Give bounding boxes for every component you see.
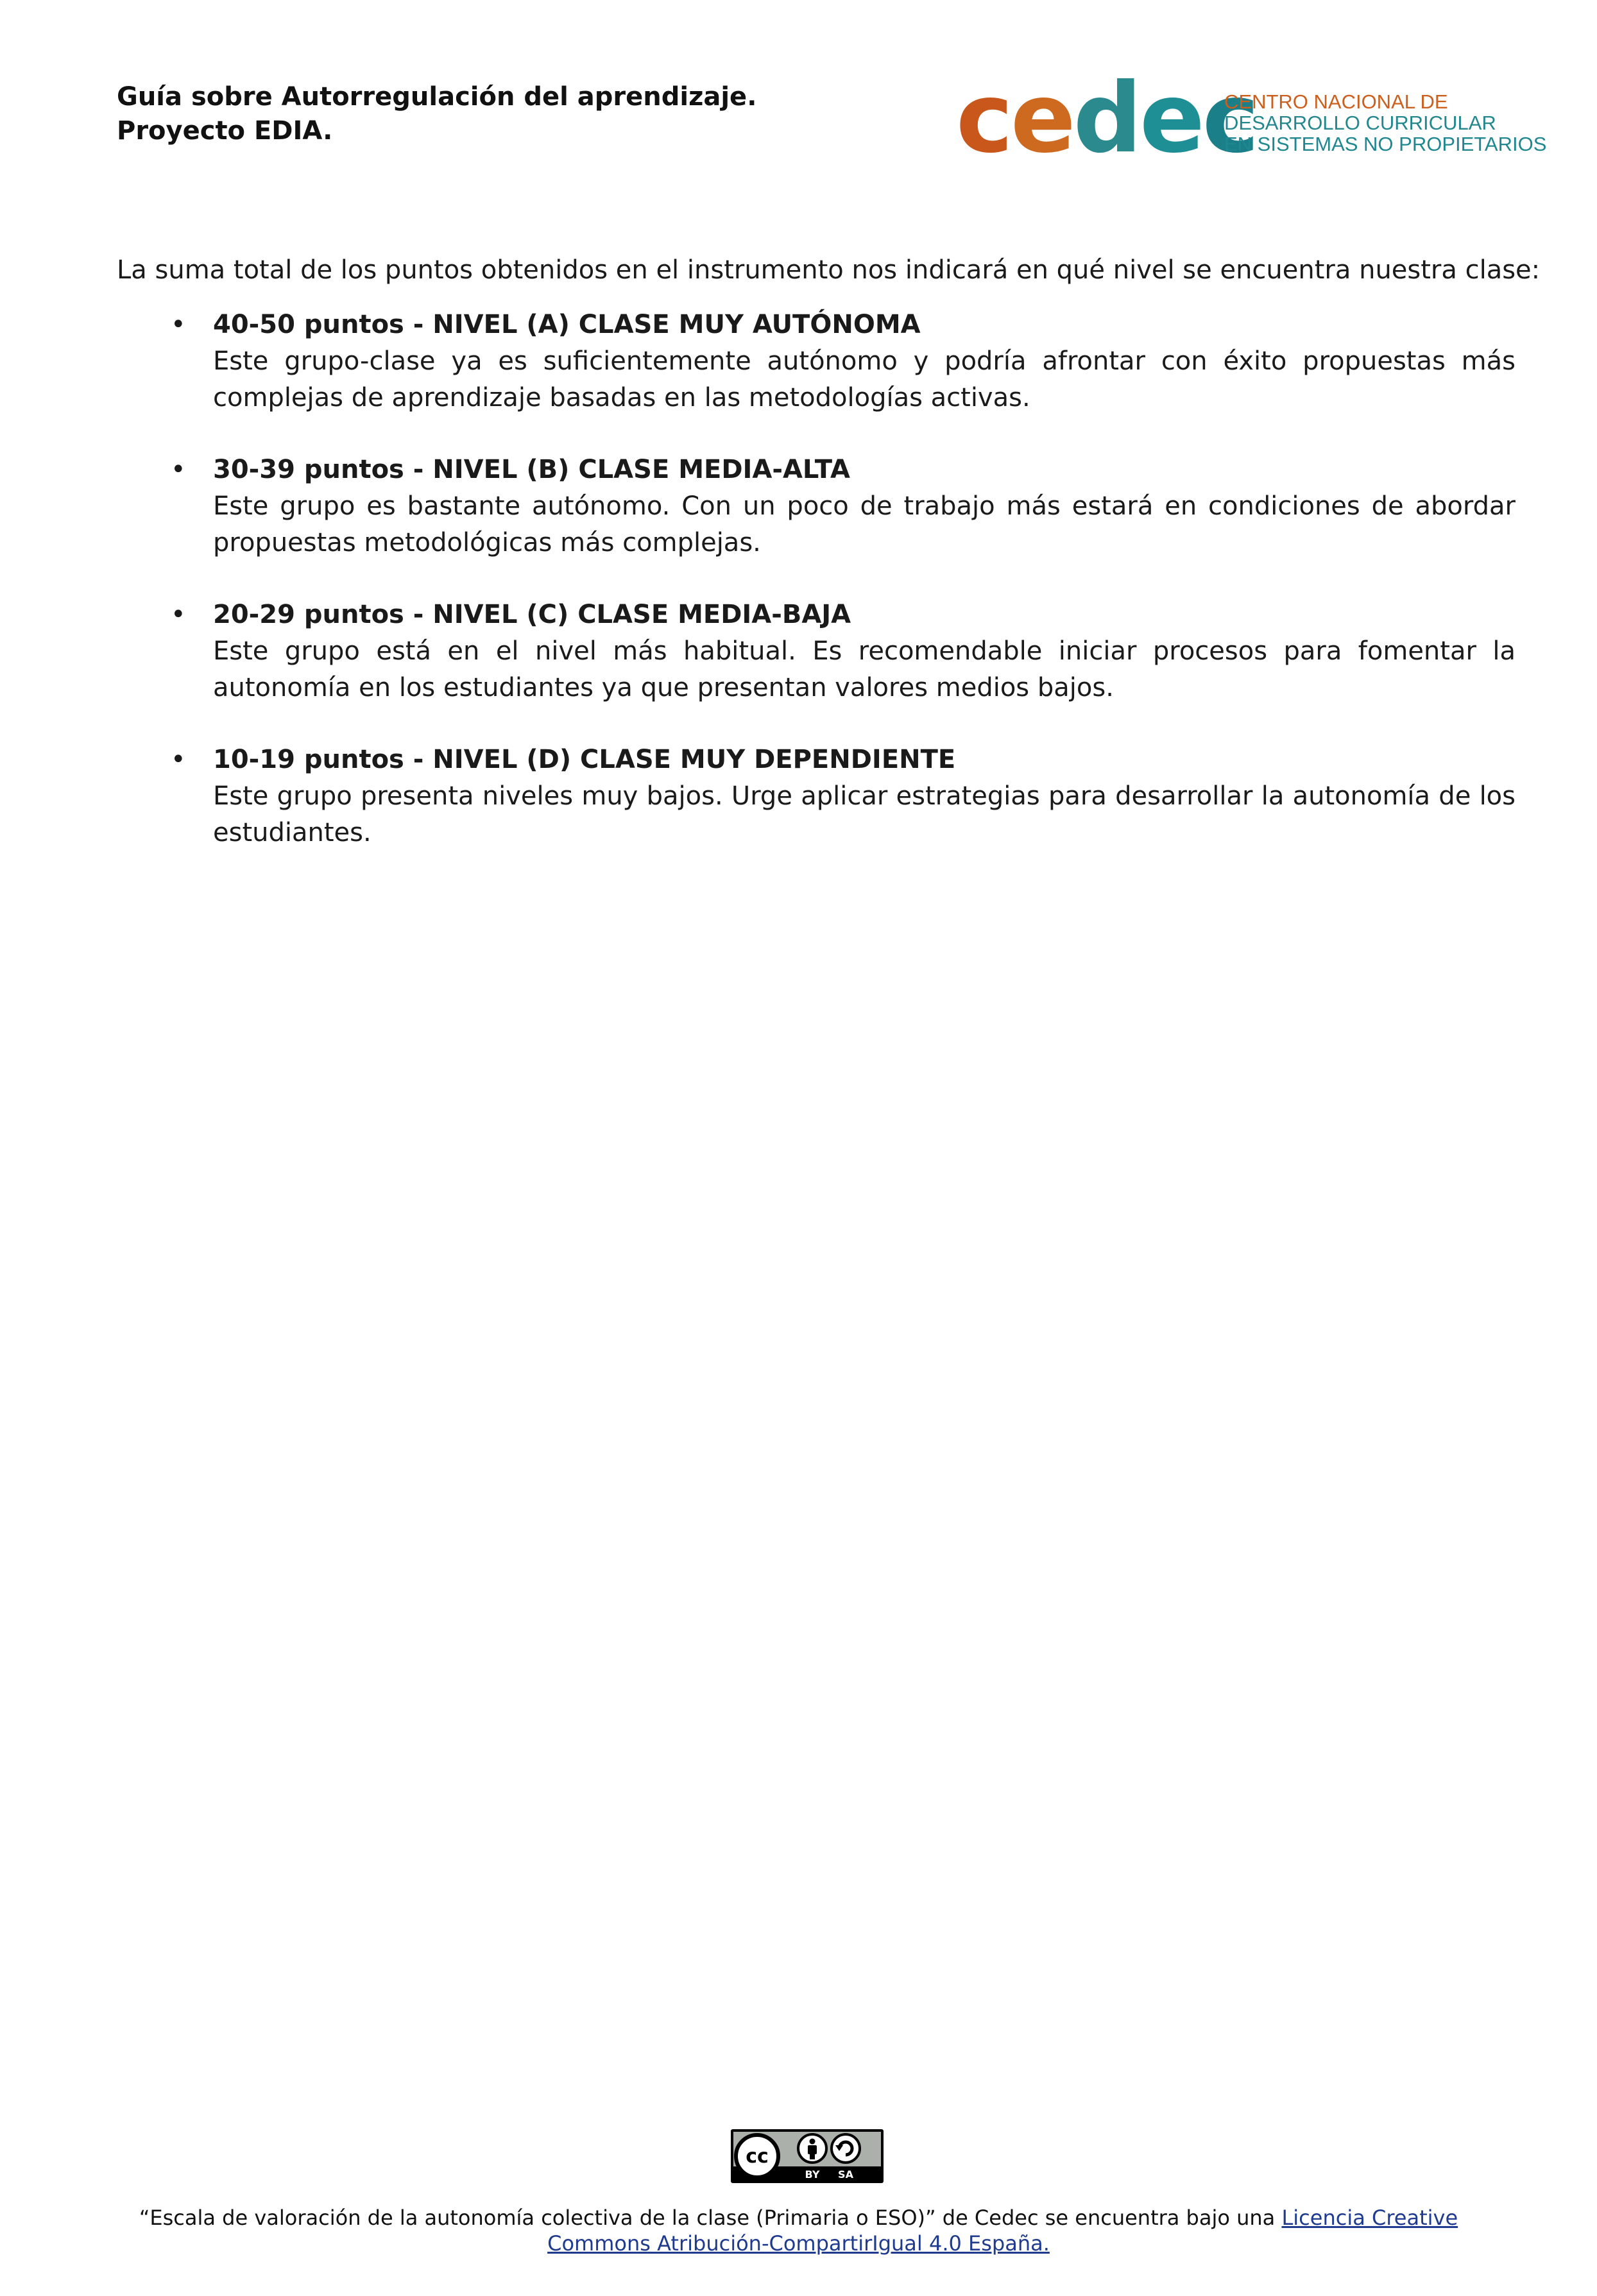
logo-subtitle-line3: EN SISTEMAS NO PROPIETARIOS <box>1224 133 1547 155</box>
logo-letter-c2: c <box>1202 63 1257 174</box>
logo-letter-d: d <box>1073 63 1140 174</box>
level-title: 10-19 puntos - NIVEL (D) CLASE MUY DEPENDIENTE <box>213 745 956 774</box>
levels-list <box>117 307 1516 887</box>
document-header <box>117 80 756 148</box>
logo-subtitle-line2: DESARROLLO CURRICULAR <box>1224 112 1496 134</box>
level-description: Este grupo está en el nivel más habitual. Es recomendable iniciar procesos para fomentar la autonomía en los estudiantes ya que presentan valores medios bajos. <box>213 636 1516 702</box>
level-description: Este grupo es bastante autónomo. Con un poco de trabajo más estará en condiciones de abordar propuestas metodológicas más complejas. <box>213 491 1516 557</box>
header-title-line1: Guía sobre Autorregulación del aprendizaje. <box>117 82 757 112</box>
bullet-icon: • <box>171 745 186 774</box>
logo-letter-e2: e <box>1140 63 1202 174</box>
cedec-logo <box>956 63 1547 174</box>
cc-by-sa-badge-icon[interactable] <box>730 2129 884 2184</box>
level-item-a <box>117 307 1516 416</box>
logo-subtitle-line1: CENTRO NACIONAL DE <box>1224 90 1448 113</box>
level-item-c <box>117 597 1516 706</box>
by-label: BY <box>805 2168 820 2181</box>
cedec-wordmark <box>956 63 1257 174</box>
sa-label: SA <box>838 2168 853 2181</box>
level-title: 40-50 puntos - NIVEL (A) CLASE MUY AUTÓNOMA <box>213 310 921 339</box>
license-link[interactable]: Licencia Creative Commons Atribución-CompartirIgual 4.0 España. <box>547 2206 1458 2256</box>
level-title: 20-29 puntos - NIVEL (C) CLASE MEDIA-BAJA <box>213 600 851 629</box>
header-title-line2: Proyecto EDIA. <box>117 116 333 146</box>
bullet-icon: • <box>171 455 186 484</box>
level-item-d <box>117 742 1516 851</box>
license-footer <box>117 2205 1480 2256</box>
level-description: Este grupo presenta niveles muy bajos. Urge aplicar estrategias para desarrollar la autonomía de los estudiantes. <box>213 781 1516 847</box>
intro-paragraph: La suma total de los puntos obtenidos en el instrumento nos indicará en qué nivel se encuentra nuestra clase: <box>117 255 1541 285</box>
logo-letter-c1: c <box>956 63 1011 174</box>
license-text: “Escala de valoración de la autonomía colectiva de la clase (Primaria o ESO)” de Cedec se encuentra bajo una <box>139 2206 1282 2230</box>
level-title: 30-39 puntos - NIVEL (B) CLASE MEDIA-ALTA <box>213 455 850 484</box>
level-item-b <box>117 452 1516 561</box>
logo-letter-e1: e <box>1010 63 1073 174</box>
bullet-icon: • <box>171 600 186 629</box>
level-description: Este grupo-clase ya es suficientemente autónomo y podría afrontar con éxito propuestas más complejas de aprendizaje basadas en las metodologías activas. <box>213 346 1516 412</box>
logo-subtitle <box>1224 91 1546 155</box>
cc-label: cc <box>746 2145 769 2168</box>
bullet-icon: • <box>171 310 186 339</box>
